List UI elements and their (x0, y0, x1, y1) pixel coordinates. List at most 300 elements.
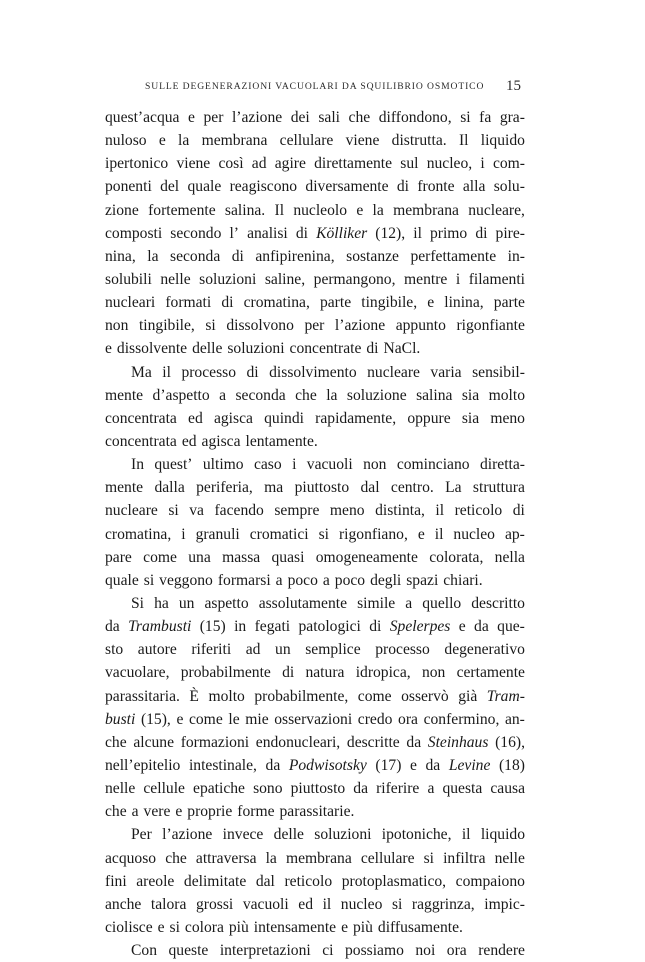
word: Si (131, 594, 145, 612)
word: e (341, 918, 348, 936)
word: quest’acqua (105, 109, 180, 126)
word: probabilmente, (254, 687, 349, 705)
word: nucleolo (293, 201, 348, 219)
word: fa (479, 109, 492, 126)
word: intensamente (253, 918, 337, 936)
word: e (157, 918, 165, 936)
text-line (105, 638, 525, 661)
word: fortemente (148, 201, 216, 219)
word: e (356, 201, 364, 219)
text-line (105, 175, 525, 198)
word: e (105, 340, 112, 358)
word: nucleare (105, 502, 158, 520)
word: più (352, 918, 373, 936)
word: delle (273, 826, 304, 844)
book-page (105, 78, 525, 962)
word: nina, (105, 247, 136, 265)
text-line (105, 152, 525, 175)
word: sto (105, 641, 124, 659)
word: quello (422, 594, 462, 612)
word: anfipirenina, (255, 247, 335, 265)
word: quale (105, 571, 139, 589)
word: vere (143, 803, 171, 821)
word: formazioni (180, 733, 250, 751)
word: già (458, 687, 478, 705)
word: molto (208, 687, 245, 705)
word: quest’ (154, 456, 193, 474)
word: come (357, 687, 392, 705)
word: nucleare (367, 363, 420, 381)
word: Levine (448, 756, 491, 774)
word: agisca (201, 432, 241, 450)
word: (16), (495, 733, 525, 751)
word: rendere (478, 942, 525, 960)
word: soluzioni (227, 340, 285, 358)
word: analisi (247, 224, 288, 242)
text-line (105, 361, 525, 384)
word: Steinhaus (427, 733, 489, 751)
word: un (178, 594, 195, 612)
word: da (105, 618, 120, 636)
text-line (105, 129, 525, 152)
word: ed (298, 895, 313, 913)
word: assolutamente (258, 594, 348, 612)
word: e (175, 803, 183, 821)
text-line (105, 893, 525, 916)
word: confermino, (423, 710, 500, 728)
word: a (131, 803, 139, 821)
word: che (105, 803, 127, 821)
word: ora (446, 942, 467, 960)
text-line (105, 939, 525, 962)
word: viene (176, 155, 211, 173)
word: si (423, 849, 434, 867)
word: nucleo (453, 525, 495, 543)
text-line (105, 268, 525, 291)
word: dissolvente (116, 340, 188, 358)
word: sostanze (346, 247, 399, 265)
word: descritto (471, 594, 525, 612)
word: come (188, 710, 223, 728)
word: ponenti (105, 178, 152, 196)
word: per (304, 317, 325, 335)
word: dal (360, 479, 380, 497)
word: la (372, 201, 384, 219)
word: ad (251, 155, 267, 173)
word: meno (490, 409, 525, 427)
word: parte (319, 294, 352, 312)
word: cellule (143, 780, 185, 798)
word: dalla (154, 479, 185, 497)
word: che (105, 733, 127, 751)
text-line (105, 592, 525, 615)
word: concentrata (105, 432, 177, 450)
word: di (221, 294, 234, 312)
text-line (105, 754, 525, 777)
word: (12), (375, 224, 406, 242)
word: credo (357, 710, 393, 728)
word: nelle (160, 270, 191, 288)
word: di (246, 363, 259, 381)
word: nella (494, 548, 525, 566)
word: il (461, 826, 471, 844)
word: veggono (159, 571, 213, 589)
text-line (105, 800, 525, 823)
word: soluzione (346, 386, 407, 404)
text-line (105, 199, 525, 222)
word: ora (398, 710, 418, 728)
word: intestinale, (188, 756, 257, 774)
word: la (265, 849, 277, 867)
word: reticolo (454, 502, 503, 520)
word: dei (290, 109, 310, 126)
word: (15), (140, 710, 171, 728)
running-title: SULLE DEGENERAZIONI VACUOLARI DA SQUILIBRIO OSMOTICO (145, 81, 485, 92)
word: questa (442, 780, 483, 798)
word: descritte (346, 733, 400, 751)
word: ad (245, 641, 261, 659)
word: autore (137, 641, 177, 659)
word: colorata, (429, 548, 484, 566)
word: quasi (271, 548, 305, 566)
word: il (322, 895, 332, 913)
word: mente (105, 386, 144, 404)
word: nucleari (105, 294, 156, 312)
word: cromatici (249, 525, 309, 543)
word: vacuoli (242, 895, 289, 913)
word: molto (488, 386, 525, 404)
word: omogeneamente (315, 548, 418, 566)
word: Spelerpes (389, 618, 451, 636)
word: varia (430, 363, 462, 381)
word: Con (131, 942, 157, 960)
word: di (282, 664, 295, 682)
word: membrana (393, 201, 459, 219)
word: tingibile, (138, 317, 195, 335)
text-line (105, 222, 525, 245)
word: parassitarie. (279, 803, 355, 821)
word: salina. (224, 201, 266, 219)
word: fronte (417, 178, 455, 196)
word: d’aspetto (152, 386, 210, 404)
word: la (147, 247, 159, 265)
word: reticolo (284, 872, 333, 890)
word: seconda (235, 386, 286, 404)
word: viene (345, 132, 380, 150)
word: il (162, 363, 171, 381)
word: si (205, 317, 216, 335)
text-line (105, 337, 525, 360)
word: an- (504, 710, 525, 728)
word: direttamente (314, 155, 393, 173)
word: dal (255, 872, 275, 890)
word: membrana (285, 849, 352, 867)
word: ma (264, 479, 284, 497)
word: a (427, 780, 435, 798)
word: fini (105, 872, 127, 890)
word: in- (507, 247, 525, 265)
word: riferire (376, 780, 420, 798)
word: anche (105, 895, 142, 913)
word: sia (461, 409, 480, 427)
word: È (189, 687, 199, 705)
word: si (391, 895, 403, 913)
word: così (218, 155, 244, 173)
word: piuttosto (294, 479, 350, 497)
word: primo (429, 224, 468, 242)
word: nucleare, (468, 201, 525, 219)
page-number: 15 (506, 78, 521, 94)
word: a (275, 571, 283, 589)
word: non (105, 317, 129, 335)
word: del (160, 178, 180, 196)
word: meno (329, 502, 365, 520)
word: composti (105, 224, 163, 242)
word: granuli (195, 525, 240, 543)
word: da (474, 618, 489, 636)
word: ci (322, 942, 334, 960)
word: di (396, 178, 410, 196)
word: patologici (298, 618, 361, 636)
word: diffusamente. (377, 918, 463, 936)
word: areole (136, 872, 175, 890)
word: impic- (484, 895, 525, 913)
word: membrana (201, 132, 268, 150)
word: tingibile, (361, 294, 418, 312)
word: soluzioni (314, 826, 372, 844)
word: pare (105, 548, 132, 566)
word: In (131, 456, 144, 474)
word: ipertonico (105, 155, 169, 173)
word: grossi (195, 895, 234, 913)
text-line (105, 430, 525, 453)
word: attraversa (195, 849, 257, 867)
word: agire (274, 155, 306, 173)
word: dissolvono (226, 317, 294, 335)
word: mentre (404, 270, 448, 288)
word: piuttosto (290, 780, 346, 798)
word: di (369, 618, 382, 636)
word: non (363, 456, 387, 474)
word: di (366, 340, 379, 358)
word: mente (105, 479, 144, 497)
word: causa (490, 780, 525, 798)
word: idropica, (355, 664, 411, 682)
word: proprie (187, 803, 233, 821)
word: zione (105, 201, 139, 219)
text-line (105, 291, 525, 314)
word: aspetto (204, 594, 249, 612)
word: che (348, 109, 371, 126)
word: appunto (395, 317, 446, 335)
word: simile (357, 594, 396, 612)
word: certamente (456, 664, 525, 682)
word: (17) (375, 756, 402, 774)
text-line (105, 870, 525, 893)
word: formarsi (217, 571, 271, 589)
word: sul (400, 155, 419, 173)
word: distrutta. (391, 132, 447, 150)
word: ciolisce (105, 918, 153, 936)
word: busti (105, 710, 136, 728)
word: sali (318, 109, 340, 126)
word: l’azione (162, 826, 213, 844)
word: e (188, 109, 195, 126)
word: nelle (105, 780, 136, 798)
word: Il (458, 132, 469, 150)
word: e (409, 756, 417, 774)
word: osservazioni (274, 710, 353, 728)
word: la (178, 132, 190, 150)
word: (18) (498, 756, 525, 774)
word: Per (131, 826, 152, 844)
word: i (455, 270, 461, 288)
word: delimitate (183, 872, 247, 890)
text-line (105, 546, 525, 569)
word: a (219, 386, 227, 404)
word: per (203, 109, 224, 126)
word: sensibil- (472, 363, 525, 381)
word: concentrate (289, 340, 362, 358)
word: diversamente (305, 178, 389, 196)
word: degli (370, 571, 402, 589)
text-line (105, 708, 525, 731)
word: secondo (170, 224, 222, 242)
word: l’azione (334, 317, 386, 335)
word: e (427, 294, 435, 312)
text-line (105, 569, 525, 592)
word: infiltra (443, 849, 486, 867)
word: diffondono, (378, 109, 452, 126)
word: da (425, 756, 441, 774)
word: Ma (131, 363, 152, 381)
word: più (228, 918, 249, 936)
word: di (512, 502, 525, 520)
text-line (105, 523, 525, 546)
text-line (105, 615, 525, 638)
word: oppure (407, 409, 451, 427)
word: Podwisotsky (288, 756, 367, 774)
word: si (318, 525, 329, 543)
text-line (105, 499, 525, 522)
word: struttura (472, 479, 525, 497)
word: interpretazioni (219, 942, 311, 960)
word: reagiscono (229, 178, 298, 196)
word: filamenti (468, 270, 525, 288)
word: periferia, (196, 479, 253, 497)
text-line (105, 314, 525, 337)
word: poco (334, 571, 366, 589)
word: il (434, 525, 444, 543)
word: vacuolare, (105, 664, 170, 682)
word: una (188, 548, 211, 566)
text-line (105, 407, 525, 430)
word: ipotoniche, (381, 826, 452, 844)
word: in (234, 618, 247, 636)
word: parassitaria. (105, 687, 180, 705)
word: cromatina, (243, 294, 310, 312)
word: l’azione (231, 109, 283, 126)
word: nucleo, (426, 155, 473, 173)
word: perfettamente (410, 247, 497, 265)
word: a (322, 571, 330, 589)
word: centro. (390, 479, 434, 497)
word: e (417, 525, 425, 543)
word: La (445, 479, 462, 497)
text-line (105, 847, 525, 870)
text-line (105, 685, 525, 708)
word: natura (305, 664, 345, 682)
word: che (165, 849, 187, 867)
word: non (421, 664, 446, 682)
word: cellulare (279, 132, 334, 150)
text-line (105, 106, 525, 129)
word: compaiono (455, 872, 525, 890)
word: seconda (170, 247, 221, 265)
text-line (105, 245, 525, 268)
word: diretta- (479, 456, 525, 474)
word: caso (253, 456, 282, 474)
word: che (295, 386, 317, 404)
text-line (105, 476, 525, 499)
word: di (295, 224, 308, 242)
word: alla (462, 178, 486, 196)
text-line (105, 661, 525, 684)
word: ed (181, 432, 197, 450)
word: da (353, 780, 368, 798)
word: liquido (480, 826, 525, 844)
word: da (265, 756, 281, 774)
word: linina, (444, 294, 484, 312)
word: da (406, 733, 422, 751)
word: agisca (213, 409, 253, 427)
word: va (189, 502, 204, 520)
text-line (105, 916, 525, 939)
word: nucleo (340, 895, 383, 913)
word: semplice (305, 641, 361, 659)
word: ap- (504, 525, 525, 543)
word: com- (492, 155, 525, 173)
word: di (475, 224, 488, 242)
word: sia (461, 386, 480, 404)
word: il (435, 502, 445, 520)
word: talora (150, 895, 187, 913)
word: il (413, 224, 422, 242)
word: riferiti (191, 641, 232, 659)
word: distinta, (375, 502, 425, 520)
word: un (275, 641, 291, 659)
word: e (176, 710, 184, 728)
word: massa (222, 548, 261, 566)
word: la (326, 386, 338, 404)
word: Il (274, 201, 285, 219)
text-line (105, 731, 525, 754)
word: sono (253, 780, 283, 798)
word: ha (154, 594, 169, 612)
word: ed (188, 409, 203, 427)
word: probabilmente (180, 664, 271, 682)
word: vacuoli (306, 456, 353, 474)
word: endonucleari, (255, 733, 341, 751)
word: acquoso (105, 849, 157, 867)
text-line (105, 453, 525, 476)
word: cromatina, (105, 525, 172, 543)
word: di (231, 247, 244, 265)
word: l’ (229, 224, 239, 242)
word: degenerativo (444, 641, 525, 659)
word: parte (493, 294, 525, 312)
word: noi (415, 942, 436, 960)
